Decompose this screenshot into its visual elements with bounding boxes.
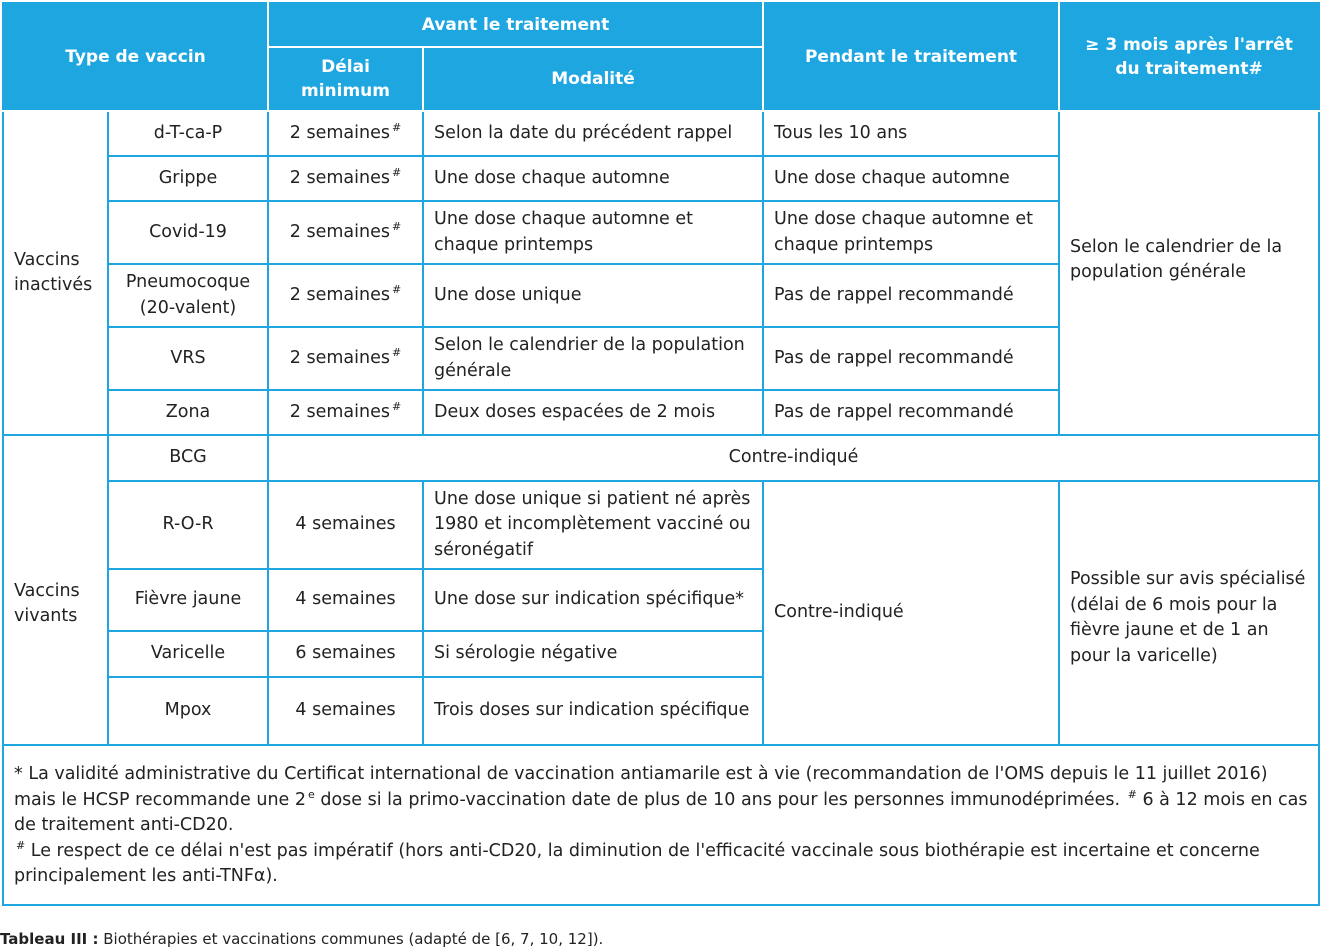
modalite-cell: Deux doses espacées de 2 mois: [423, 390, 763, 435]
modalite-cell: Trois doses sur indication spécifique: [423, 677, 763, 745]
pendant-cell: Pas de rappel recommandé: [763, 390, 1059, 435]
header-modalite: Modalité: [423, 47, 763, 111]
table-caption: [0, 929, 603, 949]
footnote-2: # Le respect de ce délai n'est pas impératif (hors anti-CD20, la diminution de l'efficacité vaccinale sous biothérapie est incertaine et concerne principalement les anti-TNFα).: [14, 838, 1260, 886]
hash-marker: #: [392, 219, 402, 233]
delai-cell: 2 semaines #: [268, 264, 423, 327]
pendant-cell: Une dose chaque automne: [763, 156, 1059, 201]
delai-cell: 2 semaines #: [268, 201, 423, 264]
delai-cell: 6 semaines: [268, 631, 423, 677]
group-vaccins-inactives: Vaccins inactivés: [3, 111, 108, 435]
modalite-cell: Une dose unique: [423, 264, 763, 327]
modalite-cell: Si sérologie négative: [423, 631, 763, 677]
vivants-pendant-cell: Contre-indiqué: [763, 481, 1059, 745]
delai-cell: 2 semaines #: [268, 111, 423, 156]
modalite-cell: Selon le calendrier de la population générale: [423, 327, 763, 390]
header-apres-traitement: ≥ 3 mois après l'arrêt du traitement#: [1059, 3, 1319, 111]
delai-cell: 2 semaines #: [268, 327, 423, 390]
delai-cell: 4 semaines: [268, 481, 423, 569]
modalite-cell: Une dose sur indication spécifique*: [423, 569, 763, 631]
modalite-cell: Une dose chaque automne et chaque printemps: [423, 201, 763, 264]
hash-marker: #: [392, 399, 402, 413]
vaccin-name: d-T-ca-P: [108, 111, 268, 156]
vaccin-name: VRS: [108, 327, 268, 390]
footnote-1: * La validité administrative du Certificat international de vaccination antiamarile est à vie (recommandation de l'OMS depuis le 11 juillet 2016) mais le HCSP recommande une 2 $^e$ dose si la primo-vaccination date de plus de 10 ans pour les personnes immunodéprimées. # 6 à 12 mois en cas de traitement anti-CD20.: [14, 764, 1308, 835]
caption-text: Biothérapies et vaccinations communes (adapté de [6, 7, 10, 12]).: [98, 930, 604, 948]
footnotes-cell: [3, 745, 1319, 905]
vaccination-table: [2, 2, 1320, 906]
vaccin-name: R-O-R: [108, 481, 268, 569]
delai-cell: 2 semaines #: [268, 156, 423, 201]
delai-cell: 4 semaines: [268, 569, 423, 631]
vaccin-name: Zona: [108, 390, 268, 435]
bcg-contre-indique: Contre-indiqué: [268, 435, 1319, 481]
vaccin-name: Pneumocoque (20-valent): [108, 264, 268, 327]
header-pendant-traitement: Pendant le traitement: [763, 3, 1059, 111]
pendant-cell: Pas de rappel recommandé: [763, 264, 1059, 327]
modalite-cell: Selon la date du précédent rappel: [423, 111, 763, 156]
modalite-cell: Une dose unique si patient né après 1980 et incomplètement vacciné ou séronégatif: [423, 481, 763, 569]
caption-label: Tableau III :: [0, 930, 99, 948]
vaccin-name: BCG: [108, 435, 268, 481]
hash-marker: #: [392, 165, 402, 179]
hash-marker: #: [392, 345, 402, 359]
vaccin-name: Mpox: [108, 677, 268, 745]
vaccination-table-container: [2, 2, 1318, 906]
delai-cell: 2 semaines #: [268, 390, 423, 435]
vaccin-name: Varicelle: [108, 631, 268, 677]
delai-cell: 4 semaines: [268, 677, 423, 745]
pendant-cell: Tous les 10 ans: [763, 111, 1059, 156]
vaccin-name: Grippe: [108, 156, 268, 201]
modalite-cell: Une dose chaque automne: [423, 156, 763, 201]
inactives-apres-cell: Selon le calendrier de la population générale: [1059, 111, 1319, 435]
header-avant-traitement: Avant le traitement: [268, 3, 763, 47]
vivants-apres-cell: Possible sur avis spécialisé (délai de 6 mois pour la fièvre jaune et de 1 an pour la varicelle): [1059, 481, 1319, 745]
hash-marker: #: [392, 282, 402, 296]
header-delai-minimum: Délai minimum: [268, 47, 423, 111]
pendant-cell: Pas de rappel recommandé: [763, 327, 1059, 390]
group-vaccins-vivants: Vaccins vivants: [3, 435, 108, 745]
hash-marker: #: [392, 120, 402, 134]
pendant-cell: Une dose chaque automne et chaque printemps: [763, 201, 1059, 264]
vaccin-name: Fièvre jaune: [108, 569, 268, 631]
header-type-vaccin: Type de vaccin: [3, 3, 268, 111]
vaccin-name: Covid-19: [108, 201, 268, 264]
